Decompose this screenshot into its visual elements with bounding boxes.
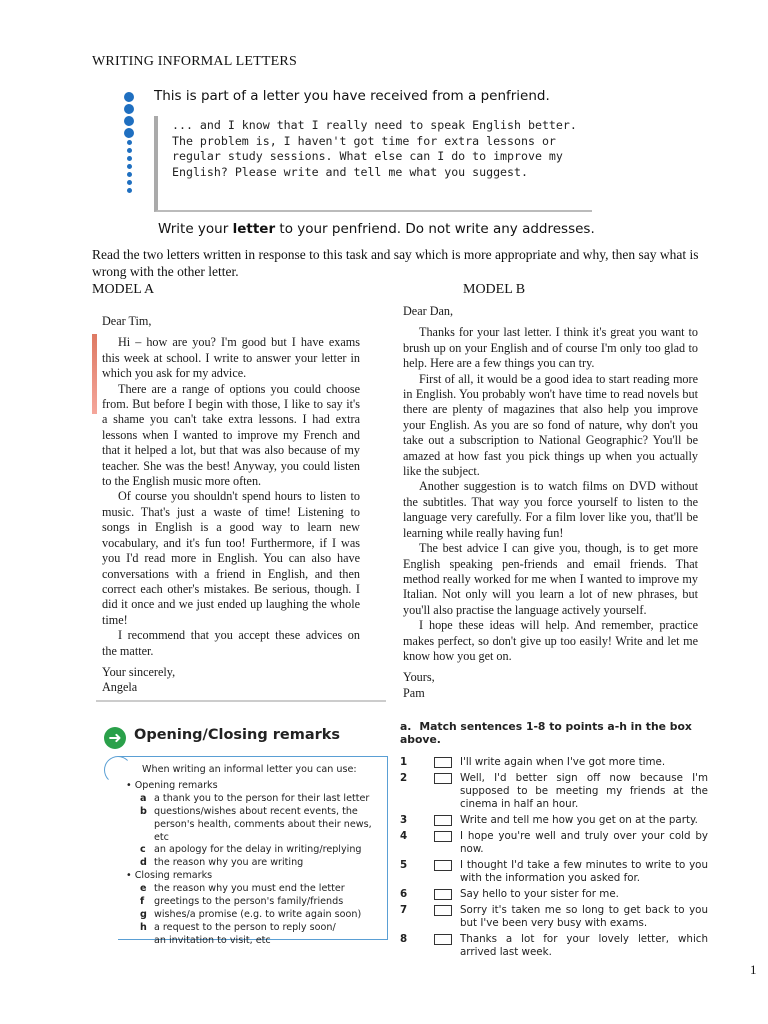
match-row: 4 I hope you're well and truly over your cold by now.: [400, 830, 708, 855]
letter-closing: Yours,: [403, 670, 435, 685]
model-b-label: MODEL B: [463, 282, 526, 297]
task-instruction: Write your letter to your penfriend. Do not write any addresses.: [158, 221, 595, 237]
letter-paragraph: Another suggestion is to watch films on DVD without the subtitles. That way you force yourself to listen to the language very carefully. For a film lover like you, that'll be learning while really having fun!: [403, 479, 698, 540]
answer-box[interactable]: [434, 905, 452, 916]
remarks-lead: When writing an informal letter you can use:: [142, 764, 357, 775]
letter-paragraph: I hope these ideas will help. And remember, practice makes perfect, so don't give up too easily! Write and let me know how you get on.: [403, 618, 698, 663]
opening-closing-title: Opening/Closing remarks: [134, 727, 341, 743]
remarks-list: [126, 764, 386, 948]
page-number: 1: [750, 962, 757, 977]
remark-item: g wishes/a promise (e.g. to write again soon): [140, 908, 362, 920]
answer-box[interactable]: [434, 860, 452, 871]
penfriend-quote: ... and I know that I really need to speak English better. The problem is, I haven't got time for extra lessons or regular study sessions. What else can I do to improve my English? Please write and tell me what you suggest.: [154, 116, 592, 212]
arrow-right-icon: ➜: [104, 727, 126, 749]
remark-item: f greetings to the person's family/friends: [140, 896, 344, 908]
answer-box[interactable]: [434, 757, 452, 768]
match-row: 5 I thought I'd take a few minutes to write to you with the information you asked for.: [400, 859, 708, 884]
opening-heading: • Opening remarks: [126, 779, 218, 791]
match-row: 2 Well, I'd better sign off now because I'm supposed to be meeting my friends at the cinema in half an hour.: [400, 772, 708, 810]
letter-model-b: [403, 304, 698, 701]
remark-item: b questions/wishes about recent events, the person's health, comments about their news, etc: [140, 805, 372, 843]
letter-signature: Pam: [403, 685, 425, 700]
letter-paragraph: Thanks for your last letter. I think it's great you want to brush up on your English and of course I'm only too glad to help. Here are a few things you can try.: [403, 325, 698, 371]
match-row: 3 Write and tell me how you get on at the party.: [400, 814, 698, 826]
match-row: 7 Sorry it's taken me so long to get back to you but I've been very busy with exams.: [400, 904, 708, 929]
answer-box[interactable]: [434, 773, 452, 784]
letter-greeting: Dear Dan,: [403, 304, 454, 318]
exercise-instructions: Read the two letters written in response to this task and say which is more appropriate and why, then say what is wrong with the other letter.: [92, 247, 699, 279]
task-panel: [116, 86, 596, 246]
task-intro: This is part of a letter you have received from a penfriend.: [154, 88, 550, 104]
remark-item: a a thank you to the person for their last letter: [140, 792, 370, 804]
letter-model-a: [102, 314, 360, 696]
answer-box[interactable]: [434, 831, 452, 842]
decorative-dots: [120, 92, 138, 196]
letter-paragraph: The best advice I can give you, though, is to get more English speaking pen-friends and email friends. That method really worked for me when I wanted to improve my Italian. Not only will you learn a lot of new phrases, but you'll also practise the language actively yourself.: [403, 541, 698, 617]
letter-greeting: Dear Tim,: [102, 314, 152, 328]
model-a-label: MODEL A: [92, 282, 155, 297]
divider: [96, 700, 386, 702]
letter-paragraph: There are a range of options you could choose from. But before I begin with those, I like to say it's a shame you can't take extra lessons. I had extra lessons when I wanted to improve my French and that it helped a lot, but that was also because of my teacher. She was the best! Anyway, you could listen to the English music more often.: [102, 381, 360, 489]
answer-box[interactable]: [434, 889, 452, 900]
page-edge-mark: [92, 334, 97, 414]
letter-closing: Your sincerely,: [102, 664, 176, 679]
document-title: WRITING INFORMAL LETTERS: [92, 54, 297, 69]
closing-heading: • Closing remarks: [126, 870, 213, 882]
answer-box[interactable]: [434, 934, 452, 945]
exercise-title: a. Match sentences 1-8 to points a-h in the box above.: [400, 720, 692, 746]
letter-paragraph: First of all, it would be a good idea to start reading more in English. You probably won't have time to read novels but there are plenty of magazines that also help you improve your English. As you are so fond of nature, why don't you take out a subscription to National Geographic? You'll be amazed at how fast you pick things up when you actually like the subject.: [403, 371, 698, 479]
remark-continuation: an invitation to visit, etc: [154, 934, 271, 946]
remark-item: d the reason why you are writing: [140, 857, 304, 869]
letter-paragraph: I recommend that you accept these advices on the matter.: [102, 628, 360, 658]
match-row: 8 Thanks a lot for your lovely letter, which arrived last week.: [400, 933, 708, 958]
answer-box[interactable]: [434, 815, 452, 826]
letter-paragraph: Of course you shouldn't spend hours to listen to music. That's just a waste of time! Listening to songs in English is a good way to learn new vocabulary, and it's fun too! Furthermore, if I was you I'd read more in English. You can also have conversations with a friend in English, and then correct each other's mistakes. Be serious, though. I did it once and we just ended up laughing the whole time!: [102, 489, 360, 627]
remark-item: e the reason why you must end the letter: [140, 883, 345, 895]
remark-item: h a request to the person to reply soon/: [140, 921, 336, 933]
match-row: 1 I'll write again when I've got more time.: [400, 756, 666, 768]
match-row: 6 Say hello to your sister for me.: [400, 888, 619, 900]
letter-signature: Angela: [102, 680, 138, 695]
letter-paragraph: Hi – how are you? I'm good but I have exams this week at school. I write to answer your letter in which you ask for my advice.: [102, 335, 360, 381]
remark-item: c an apology for the delay in writing/replying: [140, 844, 362, 856]
matching-exercise: [400, 720, 708, 962]
